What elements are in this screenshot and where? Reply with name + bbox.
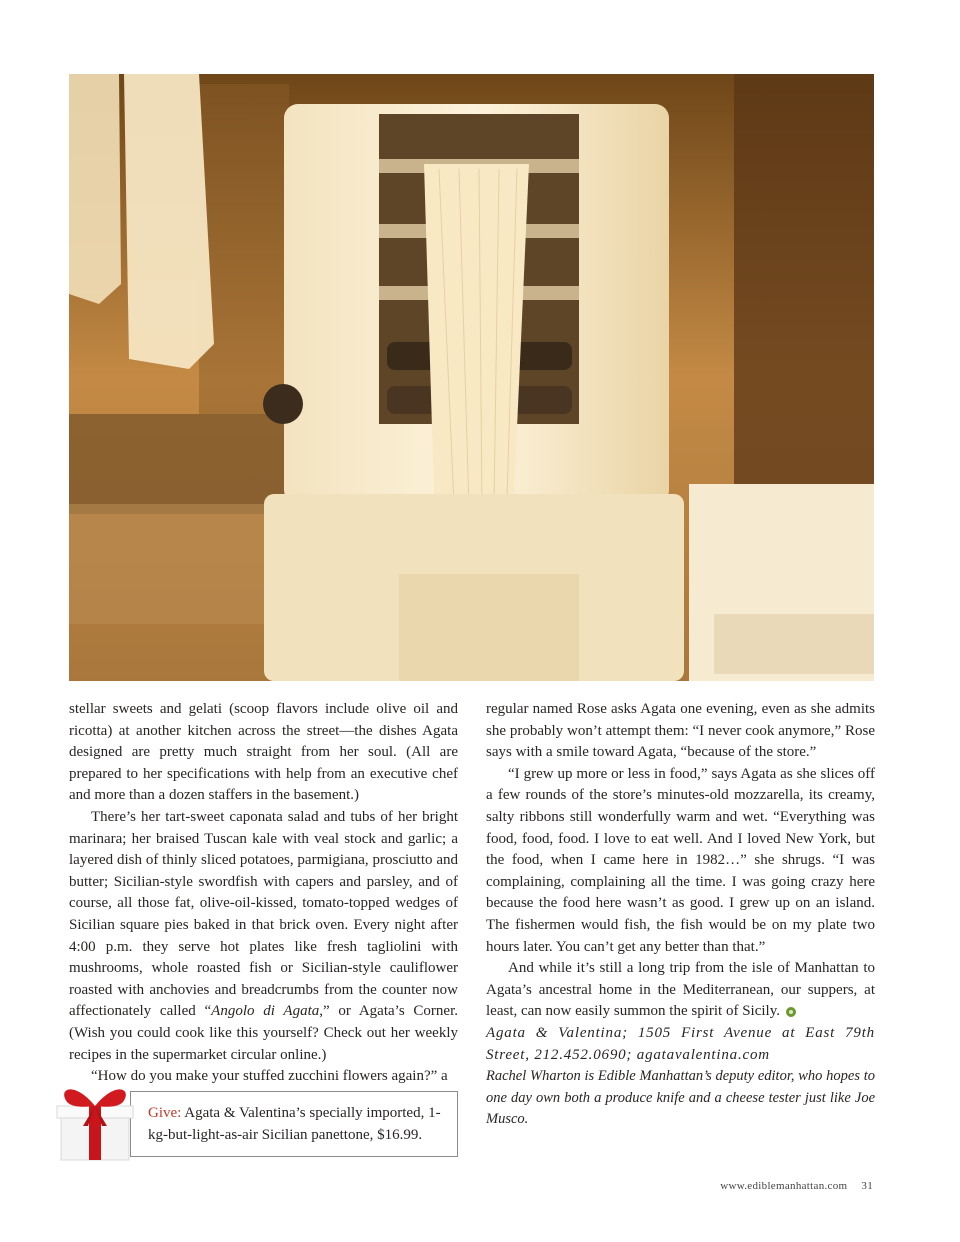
right-column — [486, 699, 875, 1131]
give-label: Give: — [148, 1105, 182, 1121]
left-paragraph-2-text-b: ,” or Agata’s Corner. (Wish you could cook like this yourself? Check out her weekly recipes in the supermarket circular online.) — [69, 1003, 458, 1063]
left-paragraph-2 — [69, 807, 458, 1066]
left-paragraph-2-text-a: There’s her tart-sweet caponata salad and tubs of her bright marinara; her braised Tuscan kale with veal stock and garlic; a layered dish of thinly sliced potatoes, parmigiana, prosciutto and butter; Sicilian-style swordfish with capers and parsley, and of course, all those fat, olive-oil-kissed, tomato-topped wedges of Sicilian square pies baked in that brick oven. Every night after 4:00 p.m. they serve hot plates like fresh tagliolini with mushrooms, whole roasted fish or Sicilian-style cauliflower roasted with anchovies and breadcrumbs from the counter now affectionately called “ — [69, 808, 458, 1020]
author-bio: Rachel Wharton is Edible Manhattan’s deputy editor, who hopes to one day own both a produce knife and a cheese tester just like Joe Musco. — [486, 1068, 875, 1128]
left-paragraph-1: stellar sweets and gelati (scoop flavors include olive oil and ricotta) at another kitchen across the street—the dishes Agata designed are pretty much straight from her soul. (All are prepared to her specifications with help from an executive chef and more than a dozen staffers in the basement.) — [69, 701, 458, 804]
right-paragraph-3 — [486, 958, 875, 1023]
give-callout-box — [130, 1091, 458, 1157]
left-column — [69, 699, 458, 1088]
give-callout-text — [148, 1103, 457, 1146]
store-address: Agata & Valentina; 1505 First Avenue at East 79th Street, 212.452.0690; agatavalentina.com — [486, 1024, 875, 1063]
pasta-machine-photo — [69, 74, 874, 681]
gift-box-icon — [55, 1076, 135, 1162]
left-paragraph-2-italic: Angolo di Agata — [211, 1003, 320, 1020]
give-description: Agata & Valentina’s specially imported, 1-kg-but-light-as-air Sicilian panettone, $16.99. — [148, 1105, 441, 1143]
page-footer — [706, 1180, 873, 1192]
left-paragraph-3: “How do you make your stuffed zucchini flowers again?” a — [91, 1068, 448, 1085]
page-number: 31 — [861, 1180, 873, 1192]
right-paragraph-2: “I grew up more or less in food,” says Agata as she slices off a few rounds of the store’s minutes-old mozzarella, its creamy, salty ribbons still wonderfully warm and wet. “Everything was food, food, food. I love to eat well. And I loved New York, but the food, when I came here in 1982…” she shrugs. “I was complaining, complaining all the time. I was going crazy here because the food here wasn’t as good. I grew up on an island. The fishermen would fish, the fish would be on my plate two hours later. You can’t get any better than that.” — [486, 765, 875, 955]
footer-url: www.ediblemanhattan.com — [720, 1180, 848, 1192]
right-paragraph-1: regular named Rose asks Agata one evening, even as she admits she probably won’t attempt them: “I never cook anymore,” Rose says with a smile toward Agata, “because of the store.” — [486, 701, 875, 761]
right-paragraph-3-text: And while it’s still a long trip from the isle of Manhattan to Agata’s ancestral home in the Mediterranean, our suppers, at least, can now easily summon the spirit of Sicily. — [486, 960, 875, 1020]
end-mark-icon — [786, 1007, 796, 1017]
